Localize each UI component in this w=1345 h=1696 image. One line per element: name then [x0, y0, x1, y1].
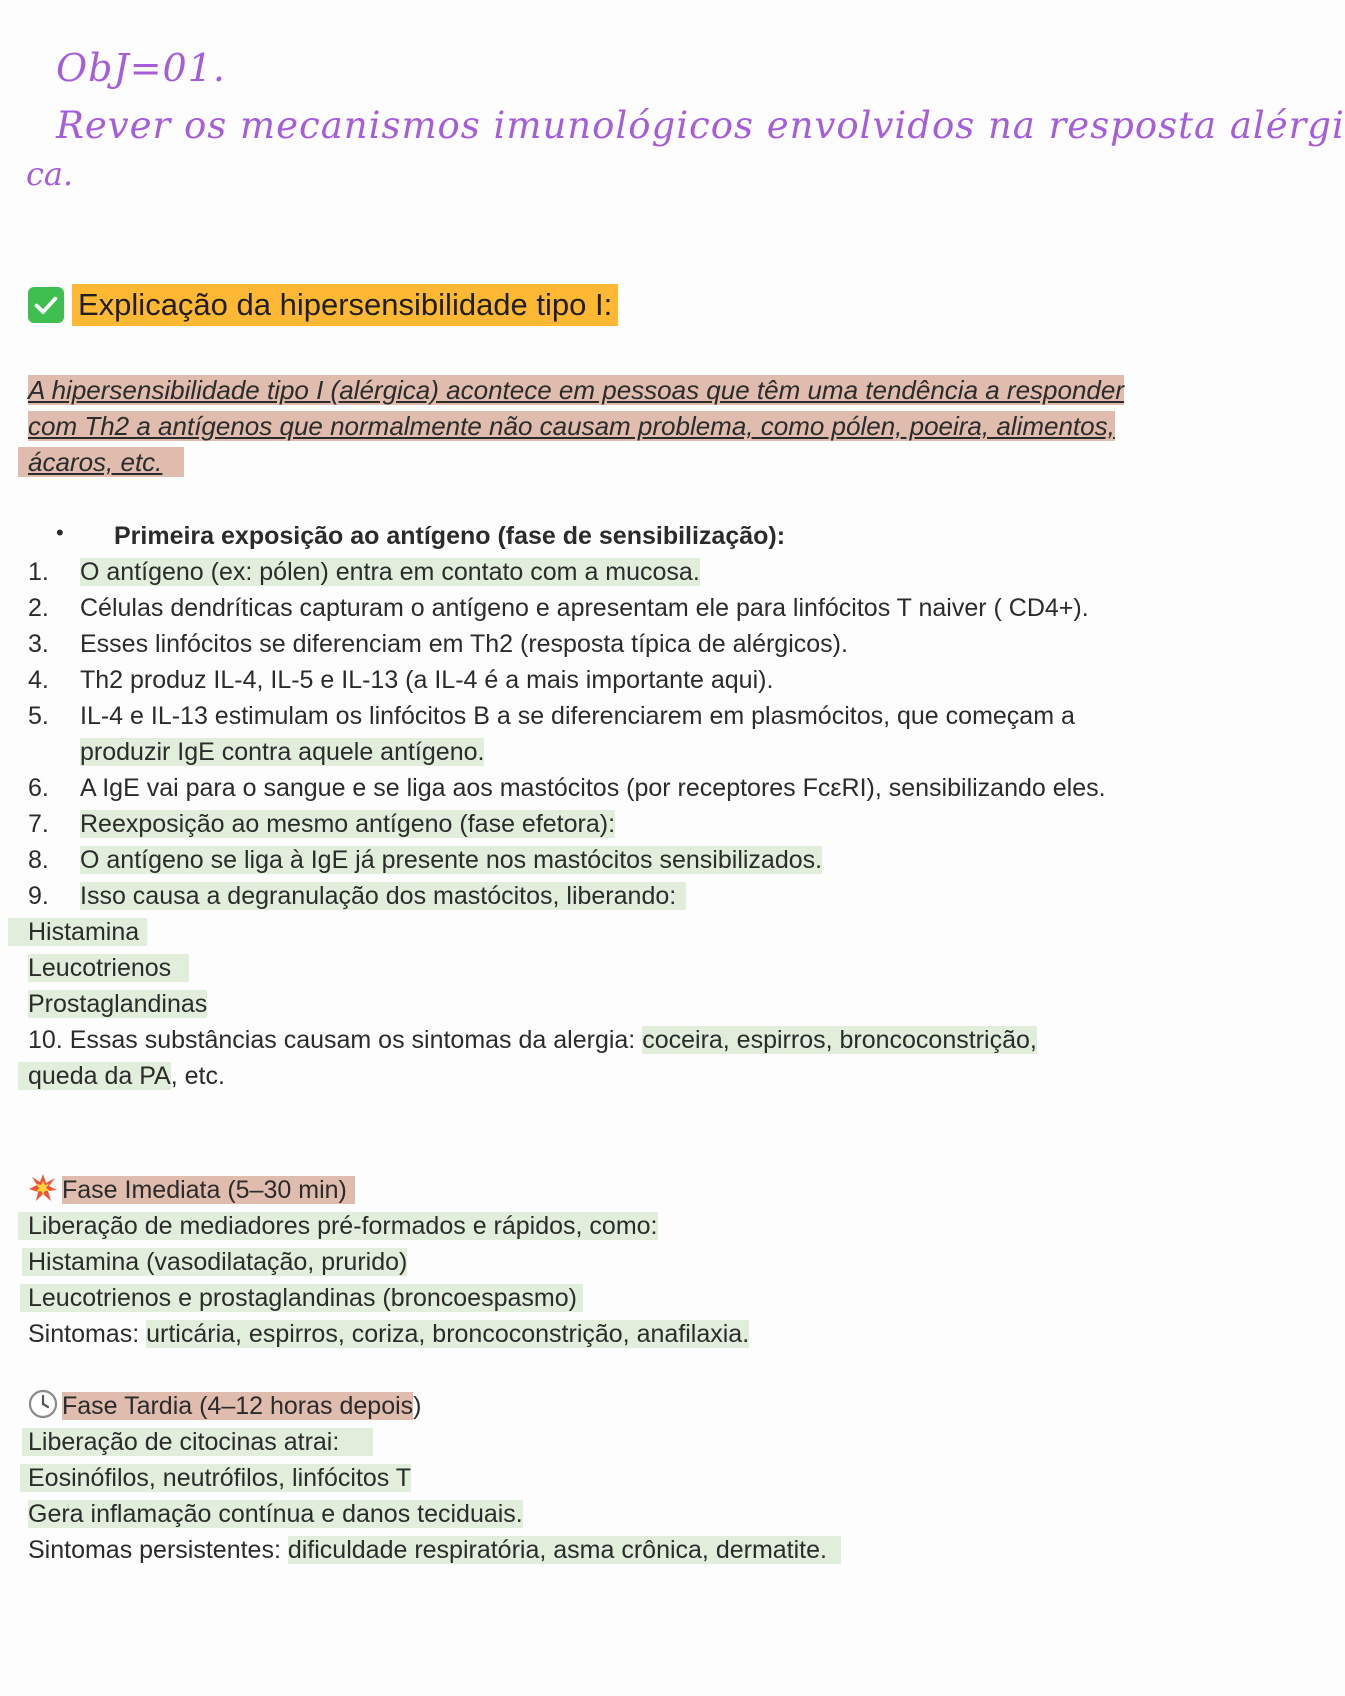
collision-icon	[28, 1173, 58, 1203]
section-heading	[28, 284, 618, 326]
step-text: O antígeno se liga à IgE já presente nos mastócitos sensibilizados.	[80, 846, 823, 874]
check-mark-button-icon	[28, 287, 64, 323]
objective-line-1: Rever os mecanismos imunológicos envolvidos na resposta alérgi	[56, 104, 1345, 147]
symptoms-list: urticária, espirros, coriza, broncoconstrição, anafilaxia.	[146, 1320, 750, 1348]
bullet-dot: •	[56, 520, 64, 545]
late-line: Eosinófilos, neutrófilos, linfócitos T	[20, 1464, 411, 1492]
immediate-phase-heading	[28, 1172, 355, 1208]
step-10-line-2	[28, 1058, 225, 1094]
step-text-continued: produzir IgE contra aquele antígeno.	[80, 738, 485, 766]
intro-line-1: A hipersensibilidade tipo I (alérgica) acontece em pessoas que têm uma tendência a responder	[28, 375, 1125, 405]
step-text: A IgE vai para o sangue e se liga aos mastócitos (por receptores FcεRI), sensibilizando eles.	[80, 774, 1106, 802]
step-number: 6.	[28, 774, 49, 802]
immediate-line: Leucotrienos e prostaglandinas (broncoespasmo)	[20, 1284, 583, 1312]
step-number: 1.	[28, 558, 49, 586]
step-10-line-1	[28, 1022, 1037, 1058]
step-text: Reexposição ao mesmo antígeno (fase efetora):	[80, 810, 616, 838]
symptoms-label: Sintomas:	[28, 1320, 147, 1348]
step-10-symptoms-cont: queda da PA	[18, 1062, 171, 1090]
intro-line-3: ácaros, etc.	[18, 447, 184, 477]
symptoms-list: dificuldade respiratória, asma crônica, dermatite.	[288, 1536, 841, 1564]
step-number: 8.	[28, 846, 49, 874]
intro-paragraph	[28, 372, 1178, 480]
mediator-item: Histamina	[8, 918, 147, 946]
late-symptoms	[28, 1532, 841, 1568]
late-phase-title-end: )	[413, 1392, 422, 1420]
step-number: 9.	[28, 882, 49, 910]
step-10-text: 10. Essas substâncias causam os sintomas da alergia:	[28, 1026, 643, 1054]
late-phase-heading	[28, 1388, 421, 1424]
intro-line-2: com Th2 a antígenos que normalmente não causam problema, como pólen, poeira, alimentos,	[28, 411, 1115, 441]
step-text: O antígeno (ex: pólen) entra em contato com a mucosa.	[80, 558, 700, 586]
late-phase-title: Fase Tardia (4–12 horas depois	[62, 1392, 414, 1420]
step-text: Isso causa a degranulação dos mastócitos, liberando:	[80, 882, 686, 910]
immediate-symptoms	[28, 1316, 749, 1352]
heading-title: Explicação da hipersensibilidade tipo I:	[72, 284, 618, 326]
step-number: 4.	[28, 666, 49, 694]
immediate-line: Histamina (vasodilatação, prurido)	[22, 1248, 407, 1276]
step-text: Células dendríticas capturam o antígeno e apresentam ele para linfócitos T naiver ( CD4+).	[80, 594, 1089, 622]
step-number: 7.	[28, 810, 49, 838]
clock-icon	[28, 1389, 58, 1419]
step-text: IL-4 e IL-13 estimulam os linfócitos B a se diferenciarem em plasmócitos, que começam a	[80, 702, 1075, 730]
mediator-item: Prostaglandinas	[28, 990, 208, 1018]
immediate-phase-title: Fase Imediata (5–30 min)	[62, 1176, 355, 1204]
step-10-tail: , etc.	[170, 1062, 225, 1090]
sensitization-title: Primeira exposição ao antígeno (fase de sensibilização):	[114, 522, 786, 550]
symptoms-label: Sintomas persistentes:	[28, 1536, 288, 1564]
step-text: Esses linfócitos se diferenciam em Th2 (resposta típica de alérgicos).	[80, 630, 848, 658]
step-number: 3.	[28, 630, 49, 658]
late-line: Liberação de citocinas atrai:	[22, 1428, 373, 1456]
handwritten-objective	[26, 46, 1345, 193]
late-line: Gera inflamação contínua e danos teciduais.	[28, 1500, 523, 1528]
objective-label: ObJ=01.	[56, 46, 226, 90]
step-number: 2.	[28, 594, 49, 622]
step-number: 5.	[28, 702, 49, 730]
mediator-item: Leucotrienos	[28, 954, 189, 982]
step-10-symptoms: coceira, espirros, broncoconstrição,	[642, 1026, 1037, 1054]
step-text: Th2 produz IL-4, IL-5 e IL-13 (a IL-4 é a mais importante aqui).	[80, 666, 774, 694]
immediate-line: Liberação de mediadores pré-formados e rápidos, como:	[18, 1212, 658, 1240]
objective-line-2: ca.	[26, 155, 74, 193]
